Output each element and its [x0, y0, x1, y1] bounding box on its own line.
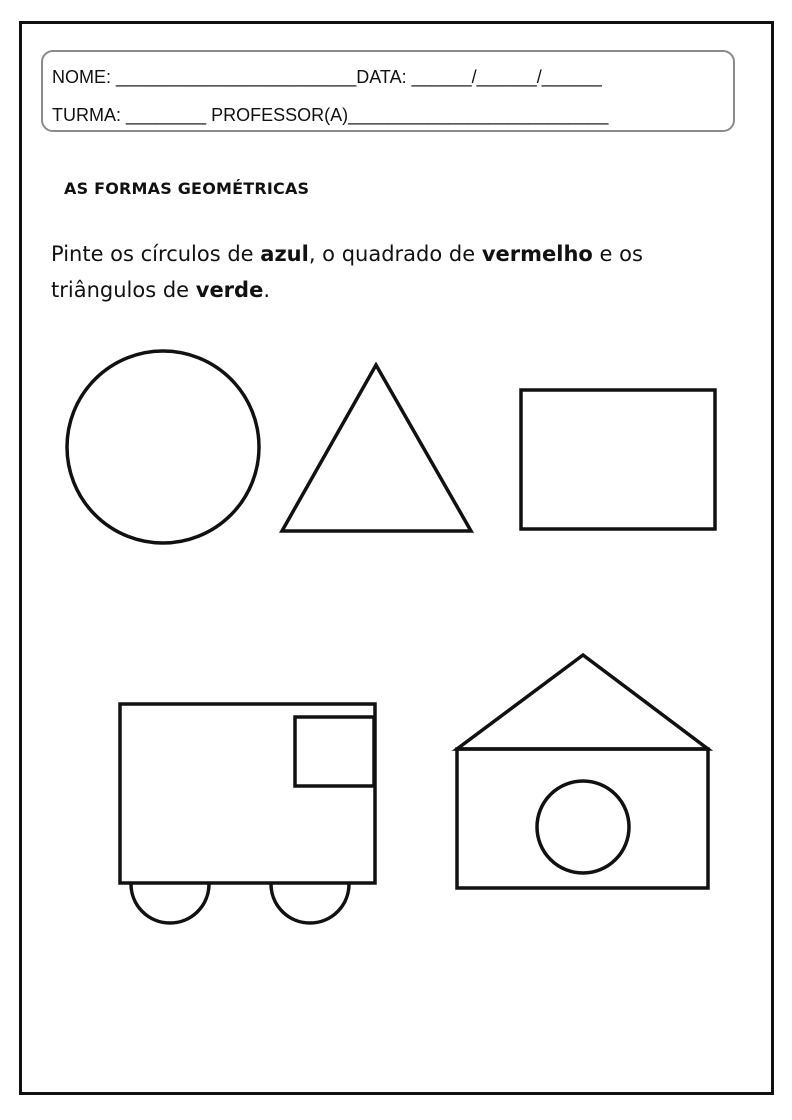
color-green-word: verde [195, 278, 264, 302]
house-drawing [457, 655, 708, 888]
truck-back-wheel-circle[interactable] [271, 884, 349, 923]
color-blue-word: azul [260, 242, 309, 266]
worksheet-title: AS FORMAS GEOMÉTRICAS [64, 179, 310, 198]
name-date-line[interactable]: NOME: ________________________DATA: ______/______/______ [52, 67, 602, 87]
triangle-shape[interactable] [282, 365, 471, 531]
truck-drawing [120, 704, 375, 923]
instruction-part: e os triângulos de [51, 242, 643, 302]
instruction-part: . [263, 278, 271, 302]
truck-front-wheel-circle[interactable] [131, 884, 209, 923]
instruction-part: , o quadrado de [308, 242, 482, 266]
house-wall-rectangle[interactable] [457, 749, 708, 888]
house-roof-triangle[interactable] [457, 655, 708, 749]
circle-shape[interactable] [67, 351, 259, 543]
color-red-word: vermelho [481, 242, 593, 266]
truck-body-rectangle[interactable] [120, 704, 375, 883]
rectangle-shape[interactable] [521, 390, 715, 529]
truck-window-square[interactable] [295, 717, 374, 786]
house-window-circle[interactable] [537, 781, 629, 873]
class-teacher-line[interactable]: TURMA: ________ PROFESSOR(A)__________________________ [52, 105, 609, 125]
instruction-part: Pinte os círculos de [51, 242, 261, 266]
